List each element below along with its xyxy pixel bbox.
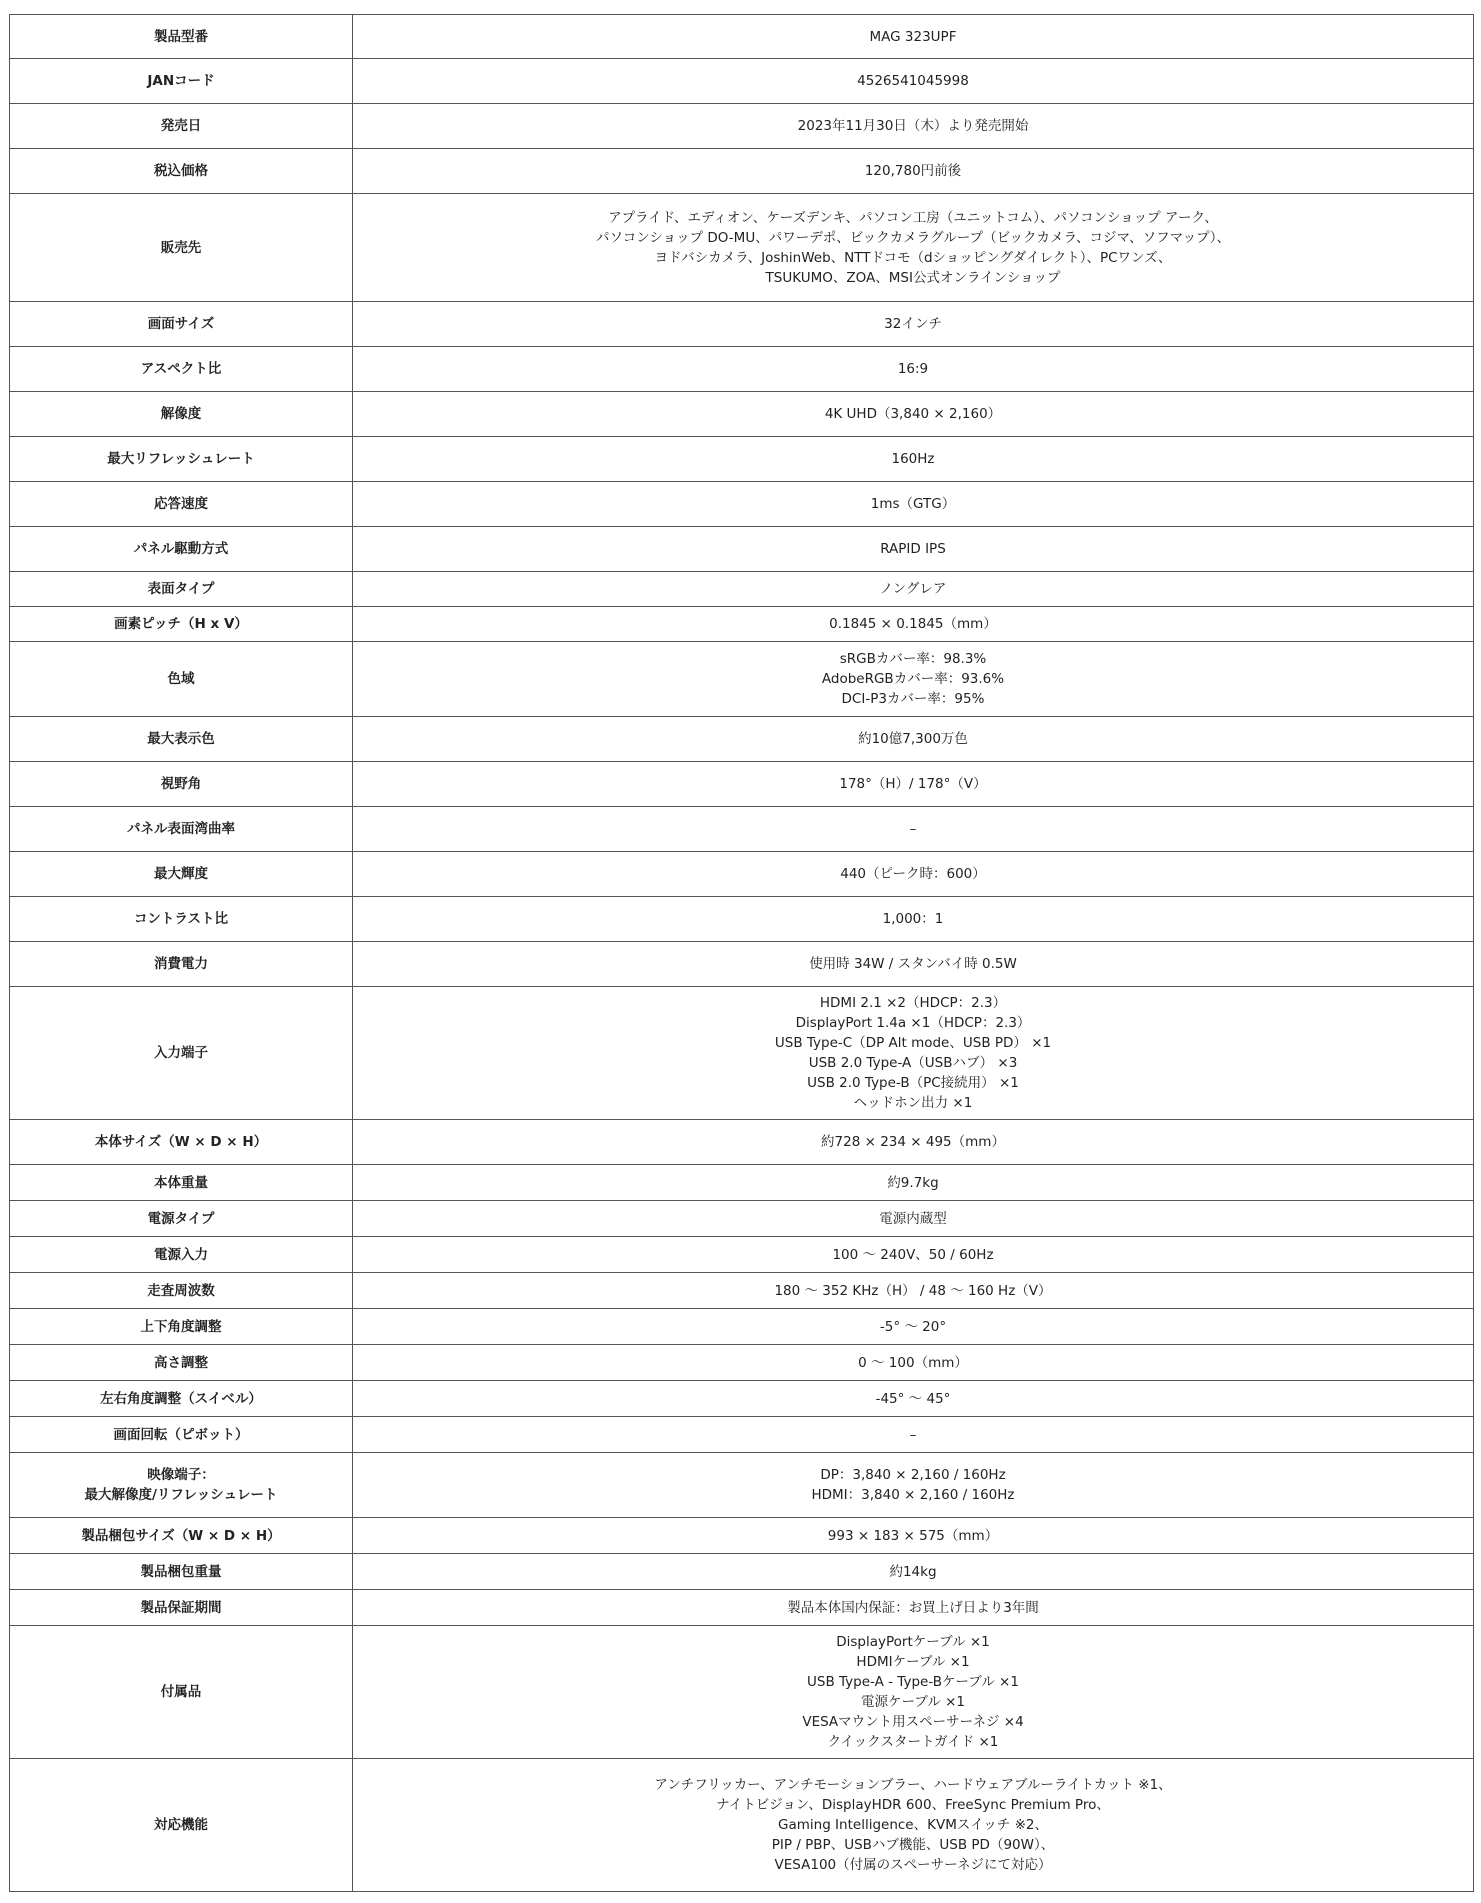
spec-value-line: アプライド、エディオン、ケーズデンキ、パソコン工房（ユニットコム）、パソコンショップ アーク、 — [608, 209, 1218, 226]
spec-label-line: 画素ピッチ（H x V） — [114, 616, 248, 632]
spec-value-line: 電源内蔵型 — [879, 1210, 947, 1227]
spec-value — [353, 392, 1474, 437]
spec-value-line: 約10億7,300万色 — [858, 731, 968, 747]
spec-label — [10, 1590, 353, 1626]
spec-value-line: DisplayPort 1.4a ×1（HDCP：2.3） — [795, 1015, 1031, 1031]
spec-value-line: Gaming Intelligence、KVMスイッチ ※2、 — [778, 1817, 1048, 1833]
spec-value-line: 178°（H）/ 178°（V） — [839, 776, 987, 792]
spec-value-line: – — [909, 821, 917, 837]
spec-value-line: 440（ピーク時：600） — [840, 866, 986, 882]
spec-label-line: 付属品 — [160, 1684, 202, 1700]
spec-row — [10, 527, 1474, 572]
spec-value — [353, 807, 1474, 852]
spec-value-line: HDMIケーブル ×1 — [856, 1654, 970, 1670]
spec-value — [353, 1273, 1474, 1309]
spec-label-line: 対応機能 — [154, 1817, 208, 1833]
spec-value-line: パソコンショップ DO-MU、パワーデポ、ビックカメラグループ（ビックカメラ、コジマ、ソフマップ）、 — [595, 229, 1230, 246]
spec-label — [10, 1417, 353, 1453]
spec-row — [10, 1237, 1474, 1273]
spec-value-line: TSUKUMO、ZOA、MSI公式オンラインショップ — [765, 269, 1061, 286]
spec-label — [10, 149, 353, 194]
spec-value — [353, 852, 1474, 897]
spec-value-line: sRGBカバー率：98.3% — [839, 651, 987, 667]
spec-row — [10, 15, 1474, 59]
spec-row — [10, 1345, 1474, 1381]
spec-label-line: 製品梱包サイズ（W × D × H） — [81, 1527, 281, 1544]
spec-label-line: 色域 — [167, 671, 195, 687]
spec-value-line: 16:9 — [897, 361, 929, 377]
spec-row — [10, 987, 1474, 1120]
spec-label — [10, 347, 353, 392]
spec-label — [10, 717, 353, 762]
spec-row — [10, 194, 1474, 302]
spec-row — [10, 897, 1474, 942]
spec-value — [353, 1417, 1474, 1453]
spec-value-line: 1,000：1 — [882, 911, 944, 927]
spec-value — [353, 59, 1474, 104]
spec-label-line: パネル表面湾曲率 — [127, 821, 235, 837]
spec-value-line: 電源ケーブル ×1 — [861, 1694, 965, 1710]
spec-label-line: 電源タイプ — [147, 1210, 215, 1227]
spec-value — [353, 1590, 1474, 1626]
spec-label-line: 表面タイプ — [147, 581, 215, 597]
spec-label — [10, 1273, 353, 1309]
spec-value-line: USB 2.0 Type-B（PC接続用） ×1 — [807, 1075, 1019, 1091]
spec-value — [353, 1453, 1474, 1518]
spec-value-line: MAG 323UPF — [869, 28, 957, 45]
spec-row — [10, 437, 1474, 482]
spec-value — [353, 194, 1474, 302]
spec-row — [10, 347, 1474, 392]
spec-value — [353, 527, 1474, 572]
spec-label — [10, 642, 353, 717]
spec-label-line: 画面回転（ピボット） — [113, 1426, 249, 1443]
spec-row — [10, 1554, 1474, 1590]
spec-label-line: 本体サイズ（W × D × H） — [94, 1134, 268, 1150]
spec-row — [10, 392, 1474, 437]
spec-label — [10, 1518, 353, 1554]
spec-value-line: AdobeRGBカバー率：93.6% — [821, 671, 1005, 687]
spec-row — [10, 1759, 1474, 1892]
spec-label — [10, 1626, 353, 1759]
spec-label — [10, 1554, 353, 1590]
spec-value-line: 1ms（GTG） — [870, 496, 956, 512]
spec-value-line: 120,780円前後 — [864, 163, 962, 179]
spec-row — [10, 852, 1474, 897]
spec-value-line: 製品本体国内保証：お買上げ日より3年間 — [787, 1599, 1039, 1616]
spec-label-line: JANコード — [147, 73, 215, 89]
spec-value-line: -5° ～ 20° — [879, 1318, 947, 1335]
spec-label-line: 最大輝度 — [154, 866, 208, 882]
spec-row — [10, 1120, 1474, 1165]
spec-value-line: HDMI：3,840 × 2,160 / 160Hz — [811, 1487, 1015, 1503]
spec-label-line: 解像度 — [160, 406, 202, 422]
spec-label-line: 最大解像度/リフレッシュレート — [84, 1487, 278, 1503]
spec-label — [10, 59, 353, 104]
spec-value-line: DisplayPortケーブル ×1 — [836, 1634, 990, 1650]
spec-row — [10, 1518, 1474, 1554]
spec-label-line: 製品保証期間 — [140, 1599, 222, 1616]
spec-value — [353, 1237, 1474, 1273]
spec-label — [10, 807, 353, 852]
spec-row — [10, 1453, 1474, 1518]
spec-value — [353, 437, 1474, 482]
spec-value — [353, 302, 1474, 347]
spec-row — [10, 1309, 1474, 1345]
spec-value — [353, 482, 1474, 527]
spec-value-line: 4K UHD（3,840 × 2,160） — [824, 406, 1002, 422]
spec-label — [10, 852, 353, 897]
spec-label-line: 最大表示色 — [147, 731, 215, 747]
spec-label-line: 画面サイズ — [147, 316, 215, 332]
spec-label — [10, 392, 353, 437]
spec-value-line: 使用時 34W / スタンバイ時 0.5W — [809, 956, 1017, 972]
spec-label — [10, 1345, 353, 1381]
spec-value-line: DCI-P3カバー率：95% — [841, 691, 985, 707]
spec-value — [353, 987, 1474, 1120]
spec-value-line: アンチフリッカー、アンチモーションブラー、ハードウェアブルーライトカット ※1、 — [654, 1777, 1172, 1793]
spec-label-line: 入力端子 — [154, 1045, 208, 1061]
spec-label — [10, 897, 353, 942]
spec-row — [10, 149, 1474, 194]
spec-row — [10, 807, 1474, 852]
spec-value-line: PIP / PBP、USBハブ機能、USB PD（90W）、 — [771, 1837, 1055, 1853]
spec-value-line: 4526541045998 — [857, 73, 969, 89]
spec-value — [353, 572, 1474, 607]
spec-value — [353, 1309, 1474, 1345]
spec-label — [10, 437, 353, 482]
spec-label — [10, 1309, 353, 1345]
spec-label — [10, 942, 353, 987]
spec-value — [353, 1345, 1474, 1381]
spec-label-line: 製品梱包重量 — [140, 1563, 222, 1580]
spec-label — [10, 527, 353, 572]
spec-label — [10, 1165, 353, 1201]
spec-value-line: 約14kg — [889, 1563, 937, 1580]
spec-value-line: RAPID IPS — [880, 541, 946, 557]
spec-value-line: 0 ～ 100（mm） — [858, 1354, 968, 1371]
spec-value-line: -45° ～ 45° — [875, 1390, 951, 1407]
spec-label-line: 税込価格 — [154, 163, 208, 179]
spec-label — [10, 1381, 353, 1417]
spec-value-line: USB 2.0 Type-A（USBハブ） ×3 — [808, 1055, 1018, 1071]
spec-row — [10, 1381, 1474, 1417]
spec-table — [9, 14, 1474, 1892]
spec-label-line: 製品型番 — [154, 28, 208, 45]
spec-label-line: 走査周波数 — [147, 1282, 215, 1299]
spec-value-line: 0.1845 × 0.1845（mm） — [829, 616, 997, 632]
spec-value-line: 2023年11月30日（木）より発売開始 — [797, 118, 1029, 134]
spec-value-line: ナイトビジョン、DisplayHDR 600、FreeSync Premium Pro、 — [716, 1797, 1110, 1813]
spec-row — [10, 942, 1474, 987]
spec-value — [353, 642, 1474, 717]
spec-label-line: 販売先 — [160, 239, 202, 256]
spec-label — [10, 1120, 353, 1165]
spec-row — [10, 1590, 1474, 1626]
spec-value-line: 160Hz — [891, 451, 935, 467]
spec-label — [10, 762, 353, 807]
spec-label-line: 映像端子： — [147, 1467, 215, 1483]
spec-label-line: コントラスト比 — [133, 911, 229, 927]
spec-label — [10, 1453, 353, 1518]
spec-label-line: 左右角度調整（スイベル） — [100, 1390, 262, 1407]
spec-row — [10, 1201, 1474, 1237]
spec-value-line: ヨドバシカメラ、JoshinWeb、NTTドコモ（dショッピングダイレクト）、PCワンズ、 — [654, 249, 1172, 266]
spec-label — [10, 607, 353, 642]
spec-label-line: 最大リフレッシュレート — [107, 451, 255, 467]
spec-row — [10, 482, 1474, 527]
spec-row — [10, 607, 1474, 642]
spec-value-line: USB Type-A - Type-Bケーブル ×1 — [807, 1674, 1019, 1690]
spec-value-line: 約9.7kg — [887, 1174, 939, 1191]
spec-row — [10, 1165, 1474, 1201]
spec-row — [10, 302, 1474, 347]
spec-value-line: 993 × 183 × 575（mm） — [827, 1527, 999, 1544]
spec-row — [10, 1417, 1474, 1453]
spec-value — [353, 1381, 1474, 1417]
spec-value — [353, 15, 1474, 59]
spec-value-line: ヘッドホン出力 ×1 — [853, 1095, 973, 1111]
spec-label-line: 本体重量 — [154, 1174, 208, 1191]
spec-value — [353, 607, 1474, 642]
spec-value-line: 約728 × 234 × 495（mm） — [821, 1134, 1005, 1150]
spec-label — [10, 194, 353, 302]
spec-label — [10, 104, 353, 149]
spec-label-line: 視野角 — [160, 776, 202, 792]
spec-label-line: 消費電力 — [154, 956, 208, 972]
spec-label — [10, 15, 353, 59]
spec-value — [353, 104, 1474, 149]
spec-label-line: パネル駆動方式 — [133, 541, 229, 557]
spec-label — [10, 1237, 353, 1273]
spec-row — [10, 104, 1474, 149]
spec-value-line: – — [909, 1426, 917, 1443]
spec-value — [353, 1201, 1474, 1237]
spec-value — [353, 1165, 1474, 1201]
spec-value-line: VESA100（付属のスペーサーネジにて対応） — [774, 1857, 1052, 1873]
spec-row — [10, 572, 1474, 607]
spec-value-line: HDMI 2.1 ×2（HDCP：2.3） — [819, 995, 1007, 1011]
spec-label — [10, 987, 353, 1120]
spec-row — [10, 717, 1474, 762]
spec-row — [10, 1626, 1474, 1759]
spec-label — [10, 1201, 353, 1237]
spec-label-line: 発売日 — [160, 118, 202, 134]
spec-row — [10, 59, 1474, 104]
spec-value — [353, 1554, 1474, 1590]
spec-label-line: 電源入力 — [154, 1246, 208, 1263]
spec-value-line: クイックスタートガイド ×1 — [827, 1734, 999, 1750]
spec-value-line: DP：3,840 × 2,160 / 160Hz — [820, 1467, 1006, 1483]
spec-value-line: 32インチ — [884, 316, 942, 332]
spec-value-line: VESAマウント用スペーサーネジ ×4 — [802, 1714, 1024, 1730]
spec-label — [10, 482, 353, 527]
spec-label — [10, 1759, 353, 1892]
spec-value — [353, 897, 1474, 942]
spec-value — [353, 762, 1474, 807]
spec-row — [10, 642, 1474, 717]
spec-table-body — [10, 15, 1474, 1892]
spec-label-line: 上下角度調整 — [140, 1318, 222, 1335]
spec-value — [353, 1626, 1474, 1759]
spec-value — [353, 1120, 1474, 1165]
spec-label-line: 応答速度 — [154, 496, 208, 512]
spec-value — [353, 347, 1474, 392]
spec-label-line: アスペクト比 — [140, 361, 222, 377]
spec-value-line: USB Type-C（DP Alt mode、USB PD） ×1 — [774, 1035, 1052, 1051]
spec-value — [353, 149, 1474, 194]
spec-label — [10, 572, 353, 607]
spec-label — [10, 302, 353, 347]
spec-value — [353, 942, 1474, 987]
spec-value — [353, 1518, 1474, 1554]
spec-label-line: 高さ調整 — [154, 1354, 208, 1371]
spec-value-line: 180 ～ 352 KHz（H） / 48 ～ 160 Hz（V） — [774, 1282, 1052, 1299]
spec-value-line: ノングレア — [879, 581, 947, 597]
spec-row — [10, 1273, 1474, 1309]
spec-row — [10, 762, 1474, 807]
spec-value — [353, 1759, 1474, 1892]
spec-value-line: 100 ～ 240V、50 / 60Hz — [832, 1246, 994, 1263]
spec-value — [353, 717, 1474, 762]
